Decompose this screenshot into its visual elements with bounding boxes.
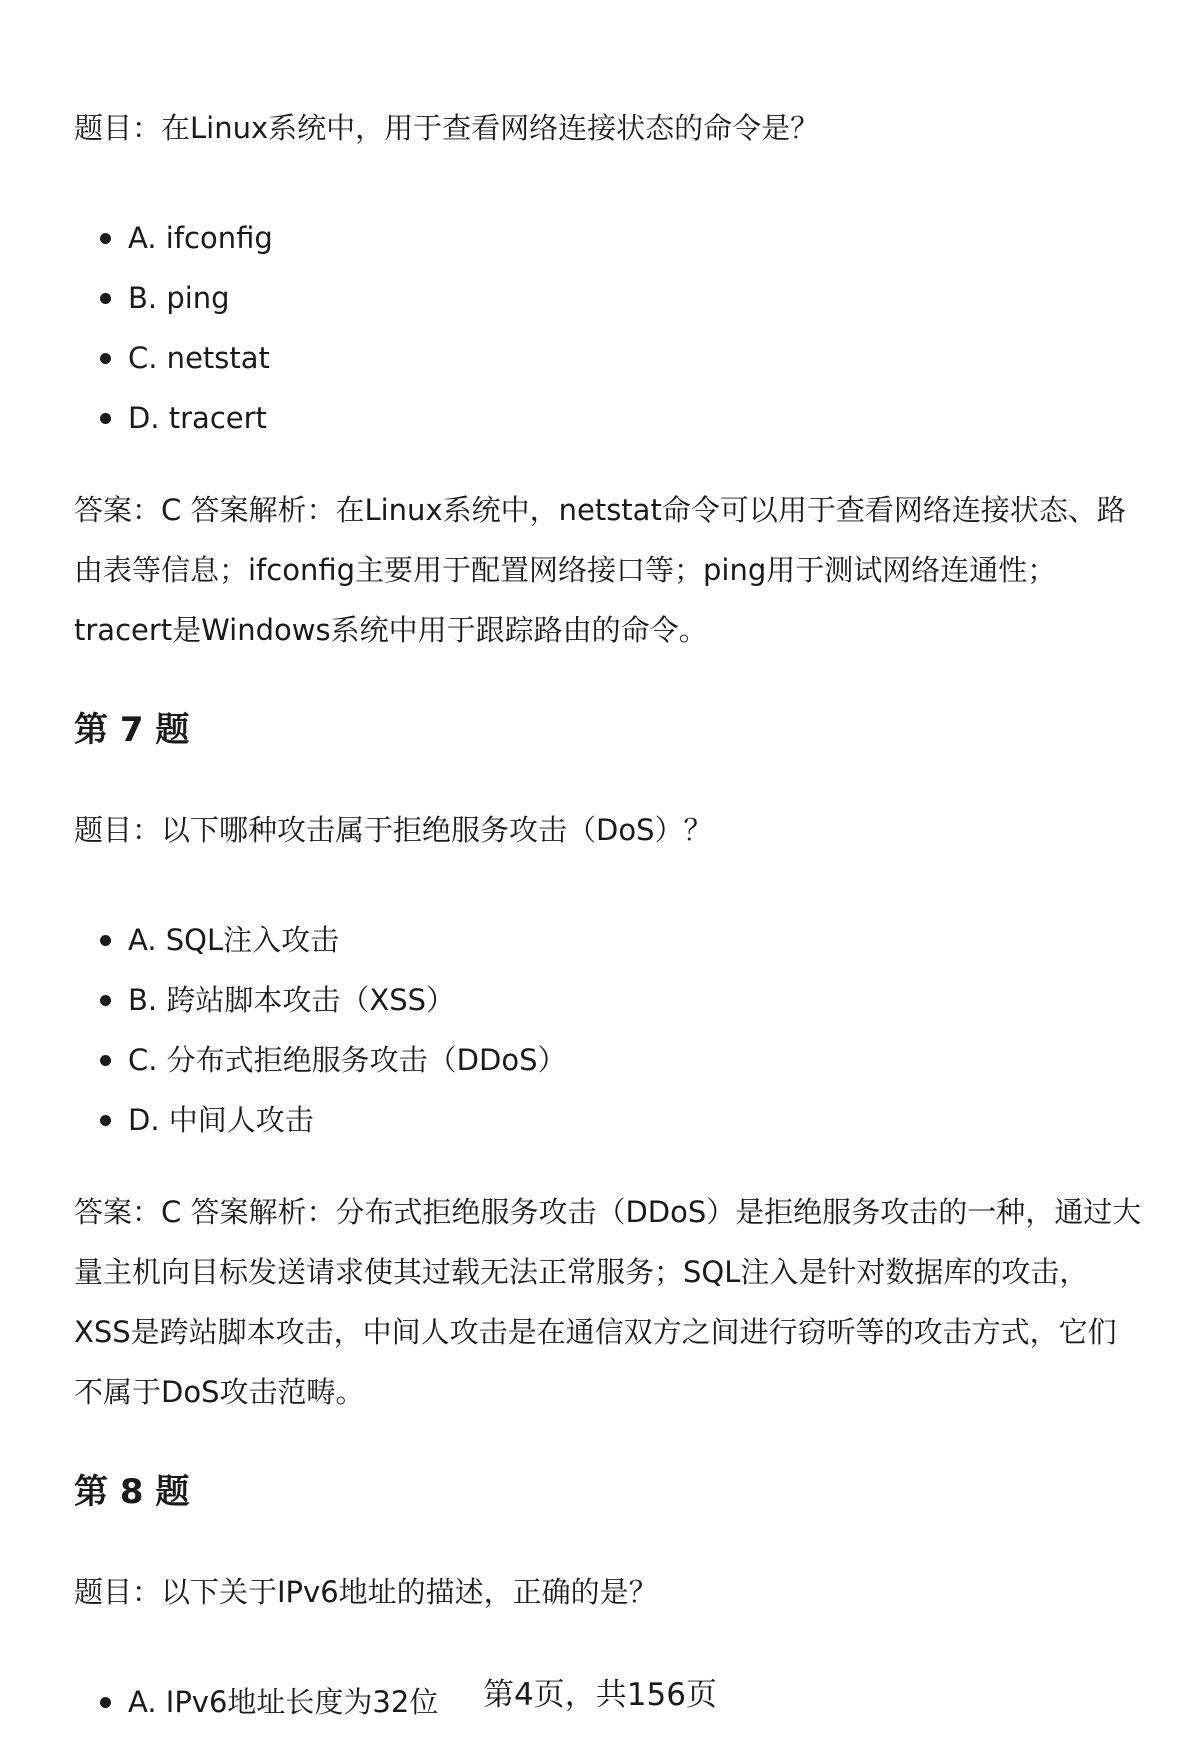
answer-explanation: 答案：C 答案解析：分布式拒绝服务攻击（DDoS）是拒绝服务攻击的一种，通过大量主机向目标发送请求使其过载无法正常服务；SQL注入是针对数据库的攻击，XSS是跨站脚本攻击，中间人攻击是在通信双方之间进行窃听等的攻击方式，它们不属于DoS攻击范畴。	[74, 1195, 1142, 1409]
option-d: D. 中间人攻击	[74, 1090, 1144, 1150]
page-number-footer: 第4页，共156页	[483, 1677, 717, 1713]
option-b: B. 跨站脚本攻击（XSS）	[74, 970, 1144, 1030]
options-list	[74, 910, 1144, 1150]
options-list	[74, 208, 1144, 448]
document-page	[74, 98, 1144, 1764]
option-b: B. ping	[74, 268, 1144, 328]
option-d: D. tracert	[74, 388, 1144, 448]
option-a: A. ifconfig	[74, 208, 1144, 268]
question-text: 题目：以下哪种攻击属于拒绝服务攻击（DoS）？	[74, 813, 713, 847]
question-text: 题目：在Linux系统中，用于查看网络连接状态的命令是？	[74, 111, 820, 145]
option-a: A. IPv6地址长度为32位	[74, 1672, 1144, 1732]
question-heading: 第 7 题	[74, 710, 190, 750]
option-c: C. netstat	[74, 328, 1144, 388]
question-text: 题目：以下关于IPv6地址的描述，正确的是？	[74, 1575, 658, 1609]
question-heading: 第 8 题	[74, 1472, 190, 1512]
option-c: C. 分布式拒绝服务攻击（DDoS）	[74, 1030, 1144, 1090]
option-a: A. SQL注入攻击	[74, 910, 1144, 970]
answer-explanation: 答案：C 答案解析：在Linux系统中，netstat命令可以用于查看网络连接状态、路由表等信息；ifconfig主要用于配置网络接口等；ping用于测试网络连通性；tracert是Windows系统中用于跟踪路由的命令。	[74, 493, 1126, 647]
